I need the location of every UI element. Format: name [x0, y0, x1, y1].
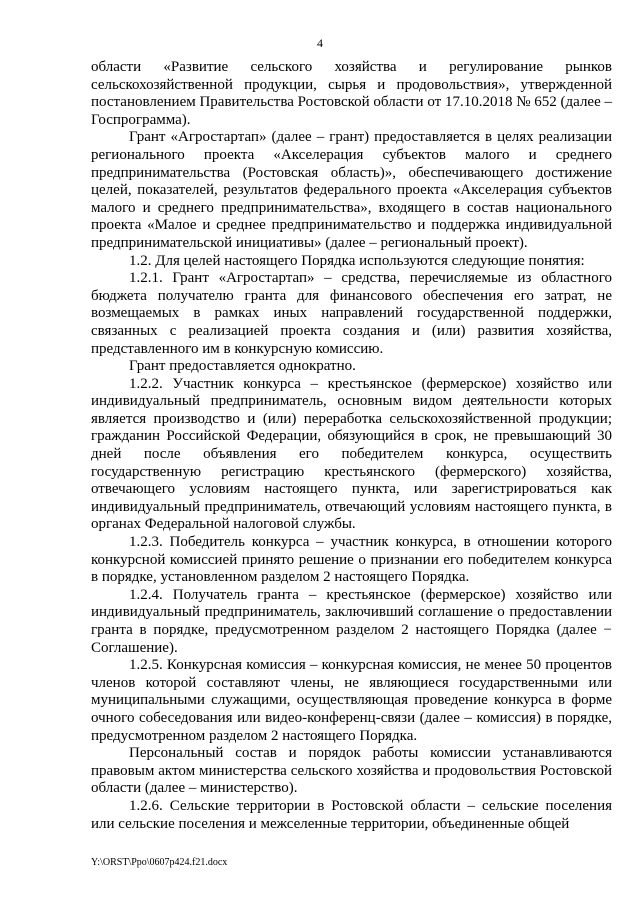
paragraph-1-2-1: 1.2.1. Грант «Агростартап» – средства, перечисляемые из областного бюджета получателю гранта для финансового обеспечения его затрат, не возмещаемых в рамках иных направлений государственной поддержки, связанных с реализацией проекта создания и (или) развития хозяйства, представленного им в конкурсную комиссию.	[91, 270, 612, 357]
document-body	[91, 59, 612, 833]
paragraph-grant-once: Грант предоставляется однократно.	[129, 358, 356, 375]
page-number: 4	[317, 36, 323, 50]
paragraph-1-2-5: 1.2.5. Конкурсная комиссия – конкурсная комиссия, не менее 50 процентов членов которой составляют члены, не являющиеся государственными или муниципальными служащими, осуществляющая проведение конкурса в форме очного собеседования или видео-конференц-связи (далее – комиссия) в порядке, предусмотренном разделом 2 настоящего Порядка.	[91, 657, 612, 744]
paragraph-1-2-2: 1.2.2. Участник конкурса – крестьянское (фермерское) хозяйство или индивидуальный предприниматель, основным видом деятельности которых является производство и (или) переработка сельскохозяйственной продукции; гражданин Российской Федерации, обязующийся в срок, не превышающий 30 дней после объявления его победителем конкурса, осуществить государственную регистрацию крестьянского (фермерского) хозяйства, отвечающего условиям настоящего пункта, или зарегистрироваться как индивидуальный предприниматель, отвечающий условиям настоящего пункта, в органах Федеральной налоговой службы.	[91, 375, 612, 533]
paragraph-grant-purpose: Грант «Агростартап» (далее – грант) предоставляется в целях реализации регионального проекта «Акселерация субъектов малого и среднего предпринимательства (Ростовская область)», обеспечивающего достижение целей, показателей, результатов федерального проекта «Акселерация субъектов малого и среднего предпринимательства», входящего в состав национального проекта «Малое и среднее предпринимательство и поддержка индивидуальной предпринимательской инициативы» (далее – региональный проект).	[91, 129, 612, 251]
paragraph-1-2: 1.2. Для целей настоящего Порядка используются следующие понятия:	[129, 252, 585, 269]
paragraph-1-2-6: 1.2.6. Сельские территории в Ростовской области – сельские поселения или сельские поселения и межселенные территории, объединенные общей	[91, 797, 612, 832]
paragraph-1-2-4: 1.2.4. Получатель гранта – крестьянское (фермерское) хозяйство или индивидуальный предприниматель, заключивший соглашение о предоставлении гранта в порядке, предусмотренном разделом 2 настоящего Порядка (далее − Соглашение).	[91, 586, 612, 656]
paragraph-gosprogramma: области «Развитие сельского хозяйства и регулирование рынков сельскохозяйственной продукции, сырья и продовольствия», утвержденной постановлением Правительства Ростовской области от 17.10.2018 № 652 (далее – Госпрограмма).	[91, 59, 612, 128]
paragraph-1-2-3: 1.2.3. Победитель конкурса – участник конкурса, в отношении которого конкурсной комиссией принято решение о признании его победителем конкурса в порядке, установленном разделом 2 настоящего Порядка.	[91, 534, 612, 586]
footer-file-path: Y:\ORST\Ppo\0607p424.f21.docx	[91, 857, 228, 868]
paragraph-commission-composition: Персональный состав и порядок работы комиссии устанавливаются правовым актом министерства сельского хозяйства и продовольствия Ростовской области (далее – министерство).	[91, 745, 612, 797]
